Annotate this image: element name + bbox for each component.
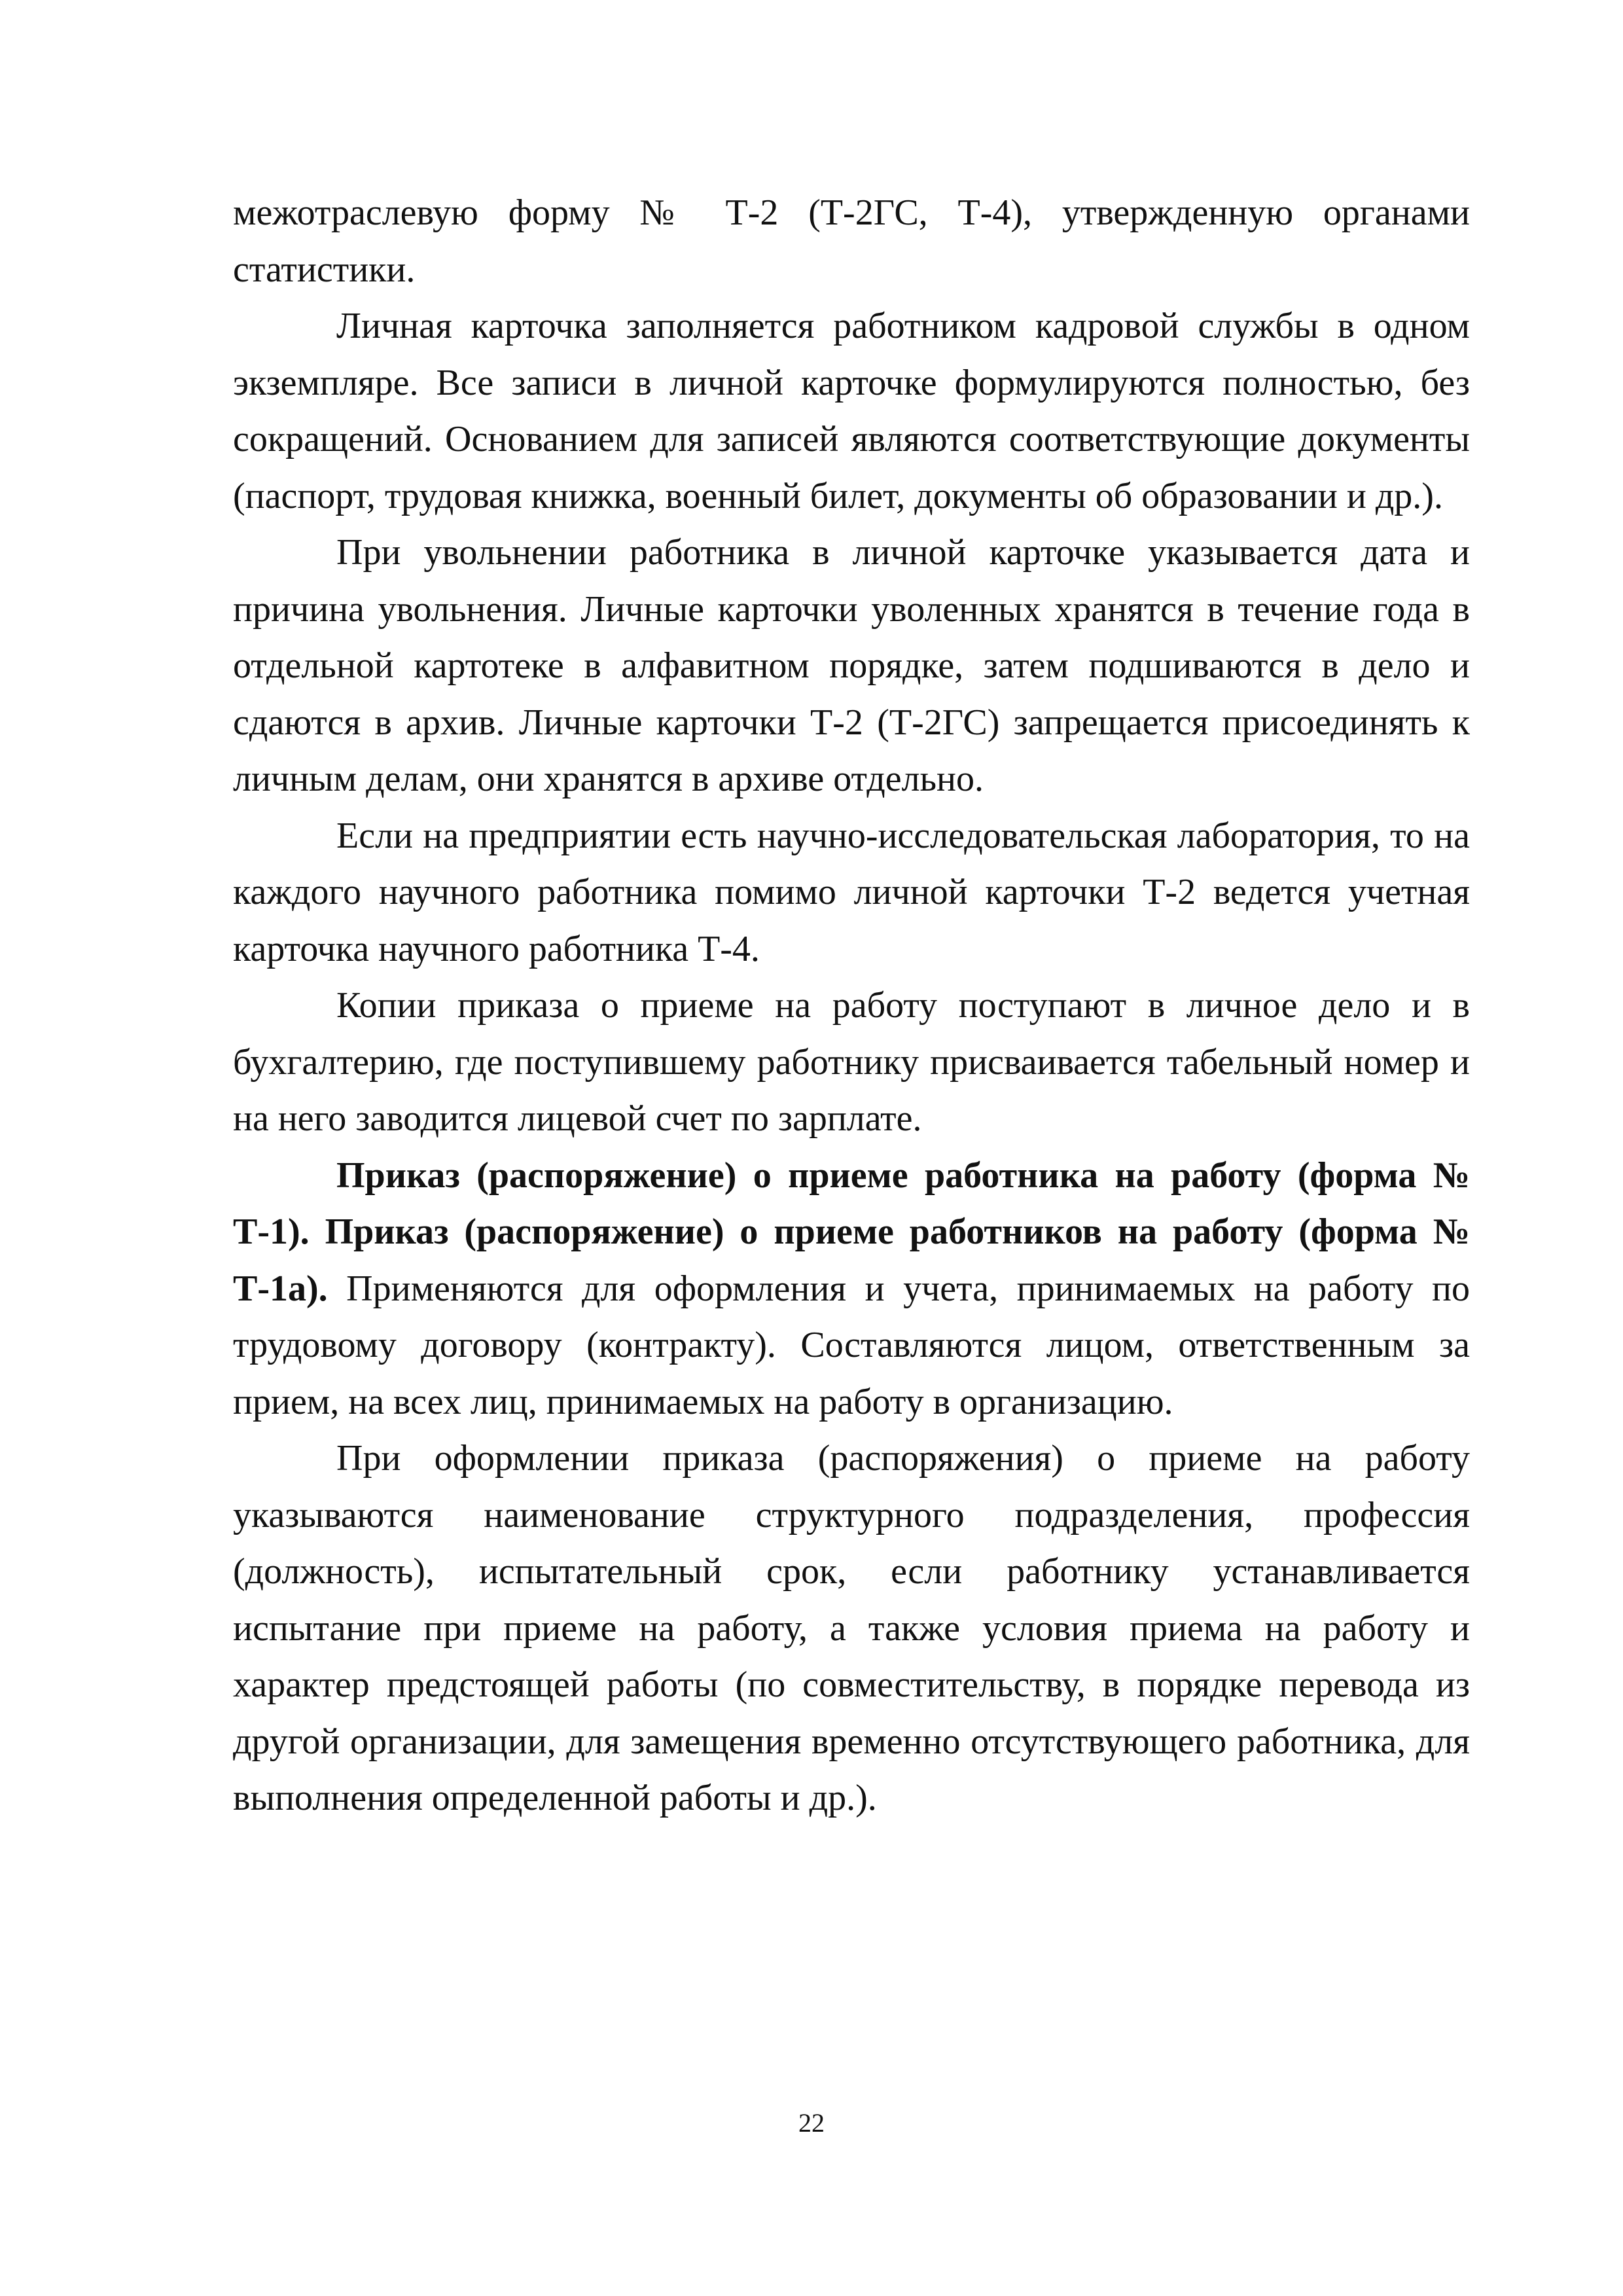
paragraph-order-copies: Копии приказа о приеме на работу поступают в личное дело и в бухгалтерию, где поступившему работнику присваивается табельный номер и на него заводится лицевой счет по зарплате.: [233, 985, 1470, 1139]
paragraph-research-lab: Если на предприятии есть научно-исследовательская лаборатория, то на каждого научного работника помимо личной карточки Т-2 ведется учетная карточка научного работника Т-4.: [233, 815, 1470, 969]
paragraph-dismissal: При увольнении работника в личной карточке указывается дата и причина увольнения. Личные карточки уволенных хранятся в течение года в отдельной картотеке в алфавитном порядке, затем подшиваются в дело и сдаются в архив. Личные карточки Т-2 (Т-2ГС) запрещается присоединять к личным делам, они хранятся в архиве отдельно.: [233, 532, 1470, 799]
paragraph-personal-card: Личная карточка заполняется работником кадровой службы в одном экземпляре. Все записи в личной карточке формулируются полностью, без сокращений. Основанием для записей являются соответствующие документы (паспорт, трудовая книжка, военный билет, документы об образовании и др.).: [233, 306, 1470, 516]
document-body: [233, 185, 1470, 1827]
page-number: 22: [798, 2108, 825, 2138]
paragraph-order-details: При оформлении приказа (распоряжения) о приеме на работу указываются наименование структурного подразделения, профессия (должность), испытательный срок, если работнику устанавливается испытание при приеме на работу, а также условия приема на работу и характер предстоящей работы (по совместительству, в порядке перевода из другой организации, для замещения временно отсутствующего работника, для выполнения определенной работы и др.).: [233, 1438, 1470, 1818]
hiring-order-text: Применяются для оформления и учета, принимаемых на работу по трудовому договору (контракту). Составляются лицом, ответственным за прием, на всех лиц, принимаемых на работу в организацию.: [233, 1268, 1470, 1422]
hiring-order-heading: Приказ (распоряжение) о приеме работника на работу (форма № Т-1). Приказ (распоряжение) о приеме работников на работу (форма № Т-1а).: [233, 1155, 1470, 1309]
paragraph-continuation: межотраслевую форму № Т-2 (Т-2ГС, Т-4), утвержденную органами статистики.: [233, 192, 1470, 290]
paragraph-hiring-order: [233, 1147, 1470, 1431]
